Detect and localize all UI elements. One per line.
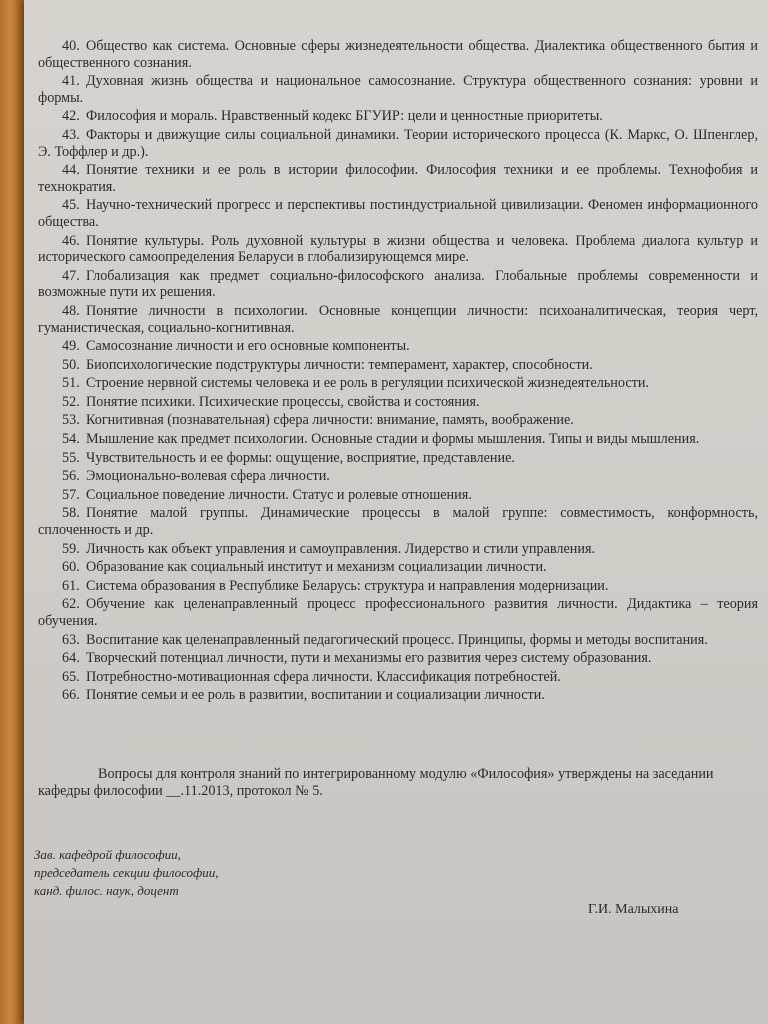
question-text: Мышление как предмет психологии. Основные стадии и формы мышления. Типы и виды мышления. <box>86 431 700 448</box>
question-item <box>38 233 758 266</box>
question-item <box>38 487 758 504</box>
question-item <box>38 375 758 392</box>
question-item <box>38 108 758 125</box>
question-text: Понятие психики. Психические процессы, свойства и состояния. <box>86 393 480 410</box>
question-item <box>38 412 758 429</box>
question-number: 48. <box>62 302 80 319</box>
question-number: 53. <box>62 412 80 429</box>
question-text: Понятие малой группы. Динамические процессы в малой группе: совместимость, конформность, сплоченность и др. <box>38 505 758 539</box>
question-item <box>38 578 758 595</box>
question-item <box>38 38 758 71</box>
question-number: 50. <box>62 356 80 373</box>
question-number: 56. <box>62 468 80 485</box>
question-number: 64. <box>62 650 80 667</box>
question-item <box>38 669 758 686</box>
question-item <box>38 468 758 485</box>
signature-position-line: Зав. кафедрой философии, <box>34 847 181 862</box>
question-text: Факторы и движущие силы социальной динамики. Теории исторического процесса (К. Маркс, О. Шпенглер, Э. Тоффлер и др.). <box>38 126 758 160</box>
question-text: Философия и мораль. Нравственный кодекс БГУИР: цели и ценностные приоритеты. <box>86 108 603 125</box>
question-text: Духовная жизнь общества и национальное самосознание. Структура общественного сознания: уровни и формы. <box>38 73 758 106</box>
question-item <box>38 505 758 538</box>
signature-position-line: председатель секции философии, <box>34 865 219 880</box>
question-item <box>38 650 758 667</box>
question-number: 45. <box>62 197 80 214</box>
question-number: 44. <box>62 162 80 179</box>
question-item <box>38 303 758 336</box>
question-text: Образование как социальный институт и механизм социализации личности. <box>86 559 547 576</box>
question-number: 54. <box>62 431 80 448</box>
question-text: Социальное поведение личности. Статус и ролевые отношения. <box>86 486 472 503</box>
question-number: 41. <box>62 73 80 90</box>
question-item <box>38 338 758 355</box>
question-text: Потребностно-мотивационная сфера личности. Классификация потребностей. <box>86 668 561 685</box>
question-item <box>38 357 758 374</box>
question-text: Творческий потенциал личности, пути и механизмы его развития через систему образования. <box>86 650 652 667</box>
question-number: 43. <box>62 126 80 143</box>
question-list <box>38 38 758 706</box>
question-item <box>38 197 758 230</box>
question-number: 46. <box>62 232 80 249</box>
question-item <box>38 450 758 467</box>
question-number: 52. <box>62 393 80 410</box>
approval-note: Вопросы для контроля знаний по интегрированному модулю «Философия» утверждены на заседании кафедры философии __.11.2013, протокол № 5. <box>38 766 714 800</box>
question-text: Чувствительность и ее формы: ощущение, восприятие, представление. <box>86 449 515 466</box>
question-item <box>38 541 758 558</box>
question-text: Когнитивная (познавательная) сфера личности: внимание, память, воображение. <box>86 412 574 429</box>
signature-block <box>34 846 334 900</box>
question-text: Строение нервной системы человека и ее роль в регуляции психической жизнедеятельности. <box>86 375 649 392</box>
question-number: 58. <box>62 505 80 522</box>
question-number: 65. <box>62 668 80 685</box>
question-number: 63. <box>62 631 80 648</box>
question-text: Эмоционально-волевая сфера личности. <box>86 468 330 485</box>
question-text: Понятие техники и ее роль в истории философии. Философия техники и ее проблемы. Технофобия и технократия. <box>38 162 758 195</box>
question-number: 57. <box>62 486 80 503</box>
question-item <box>38 73 758 106</box>
question-number: 40. <box>62 38 80 54</box>
question-text: Общество как система. Основные сферы жизнедеятельности общества. Диалектика общественного бытия и общественного сознания. <box>38 38 758 71</box>
document-page <box>24 0 768 1024</box>
question-item <box>38 596 758 629</box>
question-item <box>38 268 758 301</box>
question-number: 42. <box>62 108 80 125</box>
question-item <box>38 394 758 411</box>
question-number: 66. <box>62 687 80 704</box>
question-text: Воспитание как целенаправленный педагогический процесс. Принципы, формы и методы воспитания. <box>86 631 708 648</box>
question-text: Биопсихологические подструктуры личности: темперамент, характер, способности. <box>86 356 593 373</box>
signer-name: Г.И. Малыхина <box>588 902 679 917</box>
question-number: 62. <box>62 596 80 613</box>
question-text: Понятие семьи и ее роль в развитии, воспитании и социализации личности. <box>86 687 545 704</box>
question-item <box>38 687 758 704</box>
signature-position-line: канд. филос. наук, доцент <box>34 883 179 898</box>
question-text: Система образования в Республике Беларусь: структура и направления модернизации. <box>86 577 609 594</box>
question-text: Личность как объект управления и самоуправления. Лидерство и стили управления. <box>86 540 596 557</box>
question-item <box>38 632 758 649</box>
question-text: Научно-технический прогресс и перспективы постиндустриальной цивилизации. Феномен информационного общества. <box>38 197 758 230</box>
question-text: Глобализация как предмет социально-философского анализа. Глобальные проблемы современности и возможные пути их решения. <box>38 267 758 301</box>
question-item <box>38 162 758 195</box>
question-text: Самосознание личности и его основные компоненты. <box>86 338 410 355</box>
question-number: 55. <box>62 449 80 466</box>
question-number: 59. <box>62 540 80 557</box>
question-number: 49. <box>62 338 80 355</box>
question-number: 47. <box>62 267 80 284</box>
question-number: 51. <box>62 375 80 392</box>
question-item <box>38 559 758 576</box>
question-number: 60. <box>62 559 80 576</box>
question-text: Понятие личности в психологии. Основные концепции личности: психоаналитическая, теория черт, гуманистическая, социально-когнитивная. <box>38 302 758 336</box>
question-item <box>38 431 758 448</box>
question-number: 61. <box>62 577 80 594</box>
question-text: Понятие культуры. Роль духовной культуры в жизни общества и человека. Проблема диалога культур и исторического самоопределения Беларуси в глобализирующемся мире. <box>38 232 758 266</box>
question-text: Обучение как целенаправленный процесс профессионального развития личности. Дидактика – теория обучения. <box>38 596 758 629</box>
question-item <box>38 127 758 160</box>
